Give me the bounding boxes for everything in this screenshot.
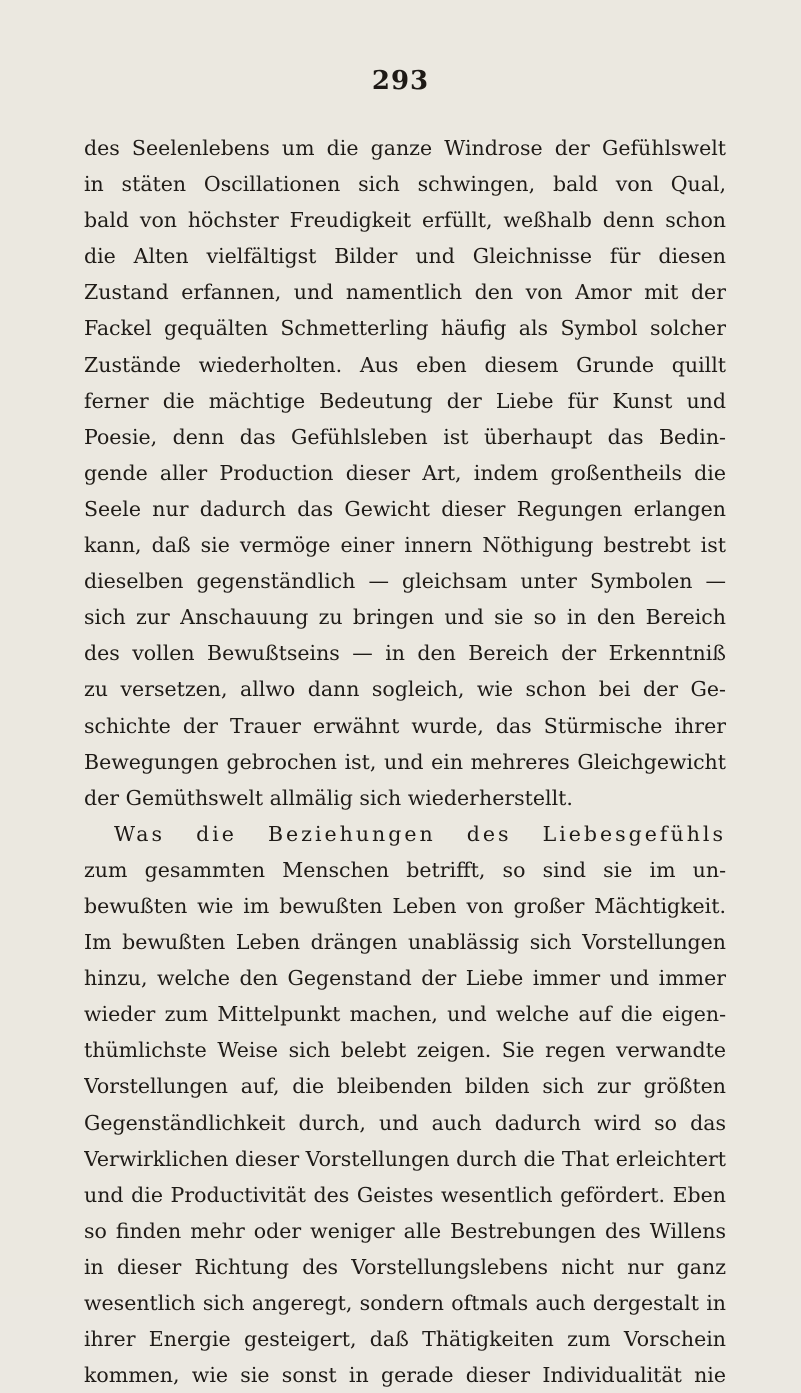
text-line: Zustände wiederholten. Aus eben diesem Grunde quillt (84, 352, 726, 377)
page-number: 293 (371, 66, 430, 96)
text-line: und die Productivität des Geistes wesentlich gefördert. Eben (84, 1182, 726, 1207)
text-line: wieder zum Mittelpunkt machen, und welche auf die eigen- (84, 1002, 726, 1027)
text-line: bald von höchster Freudigkeit erfüllt, weßhalb denn schon (84, 208, 726, 233)
text-line: Fackel gequälten Schmetterling häufig als Symbol solcher (84, 316, 726, 341)
text-line: wesentlich sich angeregt, sondern oftmals auch dergestalt in (84, 1291, 726, 1315)
text-line: der Gemüthswelt allmälig sich wiederherstellt. (84, 785, 573, 810)
text-line: sich zur Anschauung zu bringen und sie so in den Bereich (84, 605, 726, 630)
text-line: des vollen Bewußtseins — in den Bereich der Erkenntniß (84, 641, 726, 666)
text-line: Bewegungen gebrochen ist, und ein mehreres Gleichgewicht (84, 749, 726, 774)
text-line: Im bewußten Leben drängen unablässig sich Vorstellungen (84, 930, 726, 955)
text-line: schichte der Trauer erwähnt wurde, das Stürmische ihrer (84, 713, 726, 738)
text-line: Poesie, denn das Gefühlsleben ist überhaupt das Bedin- (84, 424, 726, 449)
text-line: Zustand erfannen, und namentlich den von Amor mit der (84, 280, 726, 305)
text-line: dieselben gegenständlich — gleichsam unter Symbolen — (84, 569, 726, 594)
text-line: die Alten vielfältigst Bilder und Gleichnisse für diesen (84, 244, 726, 269)
text-line: thümlichste Weise sich belebt zeigen. Sie regen verwandte (84, 1038, 726, 1063)
text-line: Vorstellungen auf, die bleibenden bilden sich zur größten (84, 1074, 726, 1099)
text-line: Seele nur dadurch das Gewicht dieser Regungen erlangen (84, 496, 726, 521)
paragraph-1 (84, 130, 726, 816)
text-line: so finden mehr oder weniger alle Bestrebungen des Willens (84, 1218, 726, 1243)
text-line: hinzu, welche den Gegenstand der Liebe immer und immer (84, 966, 726, 991)
text-line: kommen, wie sie sonst in gerade dieser Individualität nie (84, 1363, 726, 1388)
text-line: gende aller Production dieser Art, indem großentheils die (84, 460, 726, 485)
text-line: in dieser Richtung des Vorstellungslebens nicht nur ganz (84, 1254, 726, 1279)
text-line: bewußten wie im bewußten Leben von großer Mächtigkeit. (84, 893, 726, 918)
body-text (84, 130, 726, 1393)
text-line: Verwirklichen dieser Vorstellungen durch die That erleichtert (84, 1146, 726, 1171)
paragraph-2 (84, 816, 726, 1393)
text-line: ferner die mächtige Bedeutung der Liebe für Kunst und (84, 388, 726, 413)
text-line: in stäten Oscillationen sich schwingen, bald von Qual, (84, 172, 726, 197)
text-line: zum gesammten Menschen betrifft, so sind sie im un- (84, 857, 726, 882)
text-line: kann, daß sie vermöge einer innern Nöthigung bestrebt ist (84, 533, 726, 558)
text-line: des Seelenlebens um die ganze Windrose der Gefühlswelt (84, 136, 726, 160)
text-line: Was die Beziehungen des Liebesgefühls (114, 821, 726, 846)
text-line: zu versetzen, allwo dann sogleich, wie schon bei der Ge- (84, 677, 726, 702)
text-line: Gegenständlichkeit durch, und auch dadurch wird so das (84, 1110, 726, 1135)
text-line: ihrer Energie gesteigert, daß Thätigkeiten zum Vorschein (84, 1327, 726, 1352)
